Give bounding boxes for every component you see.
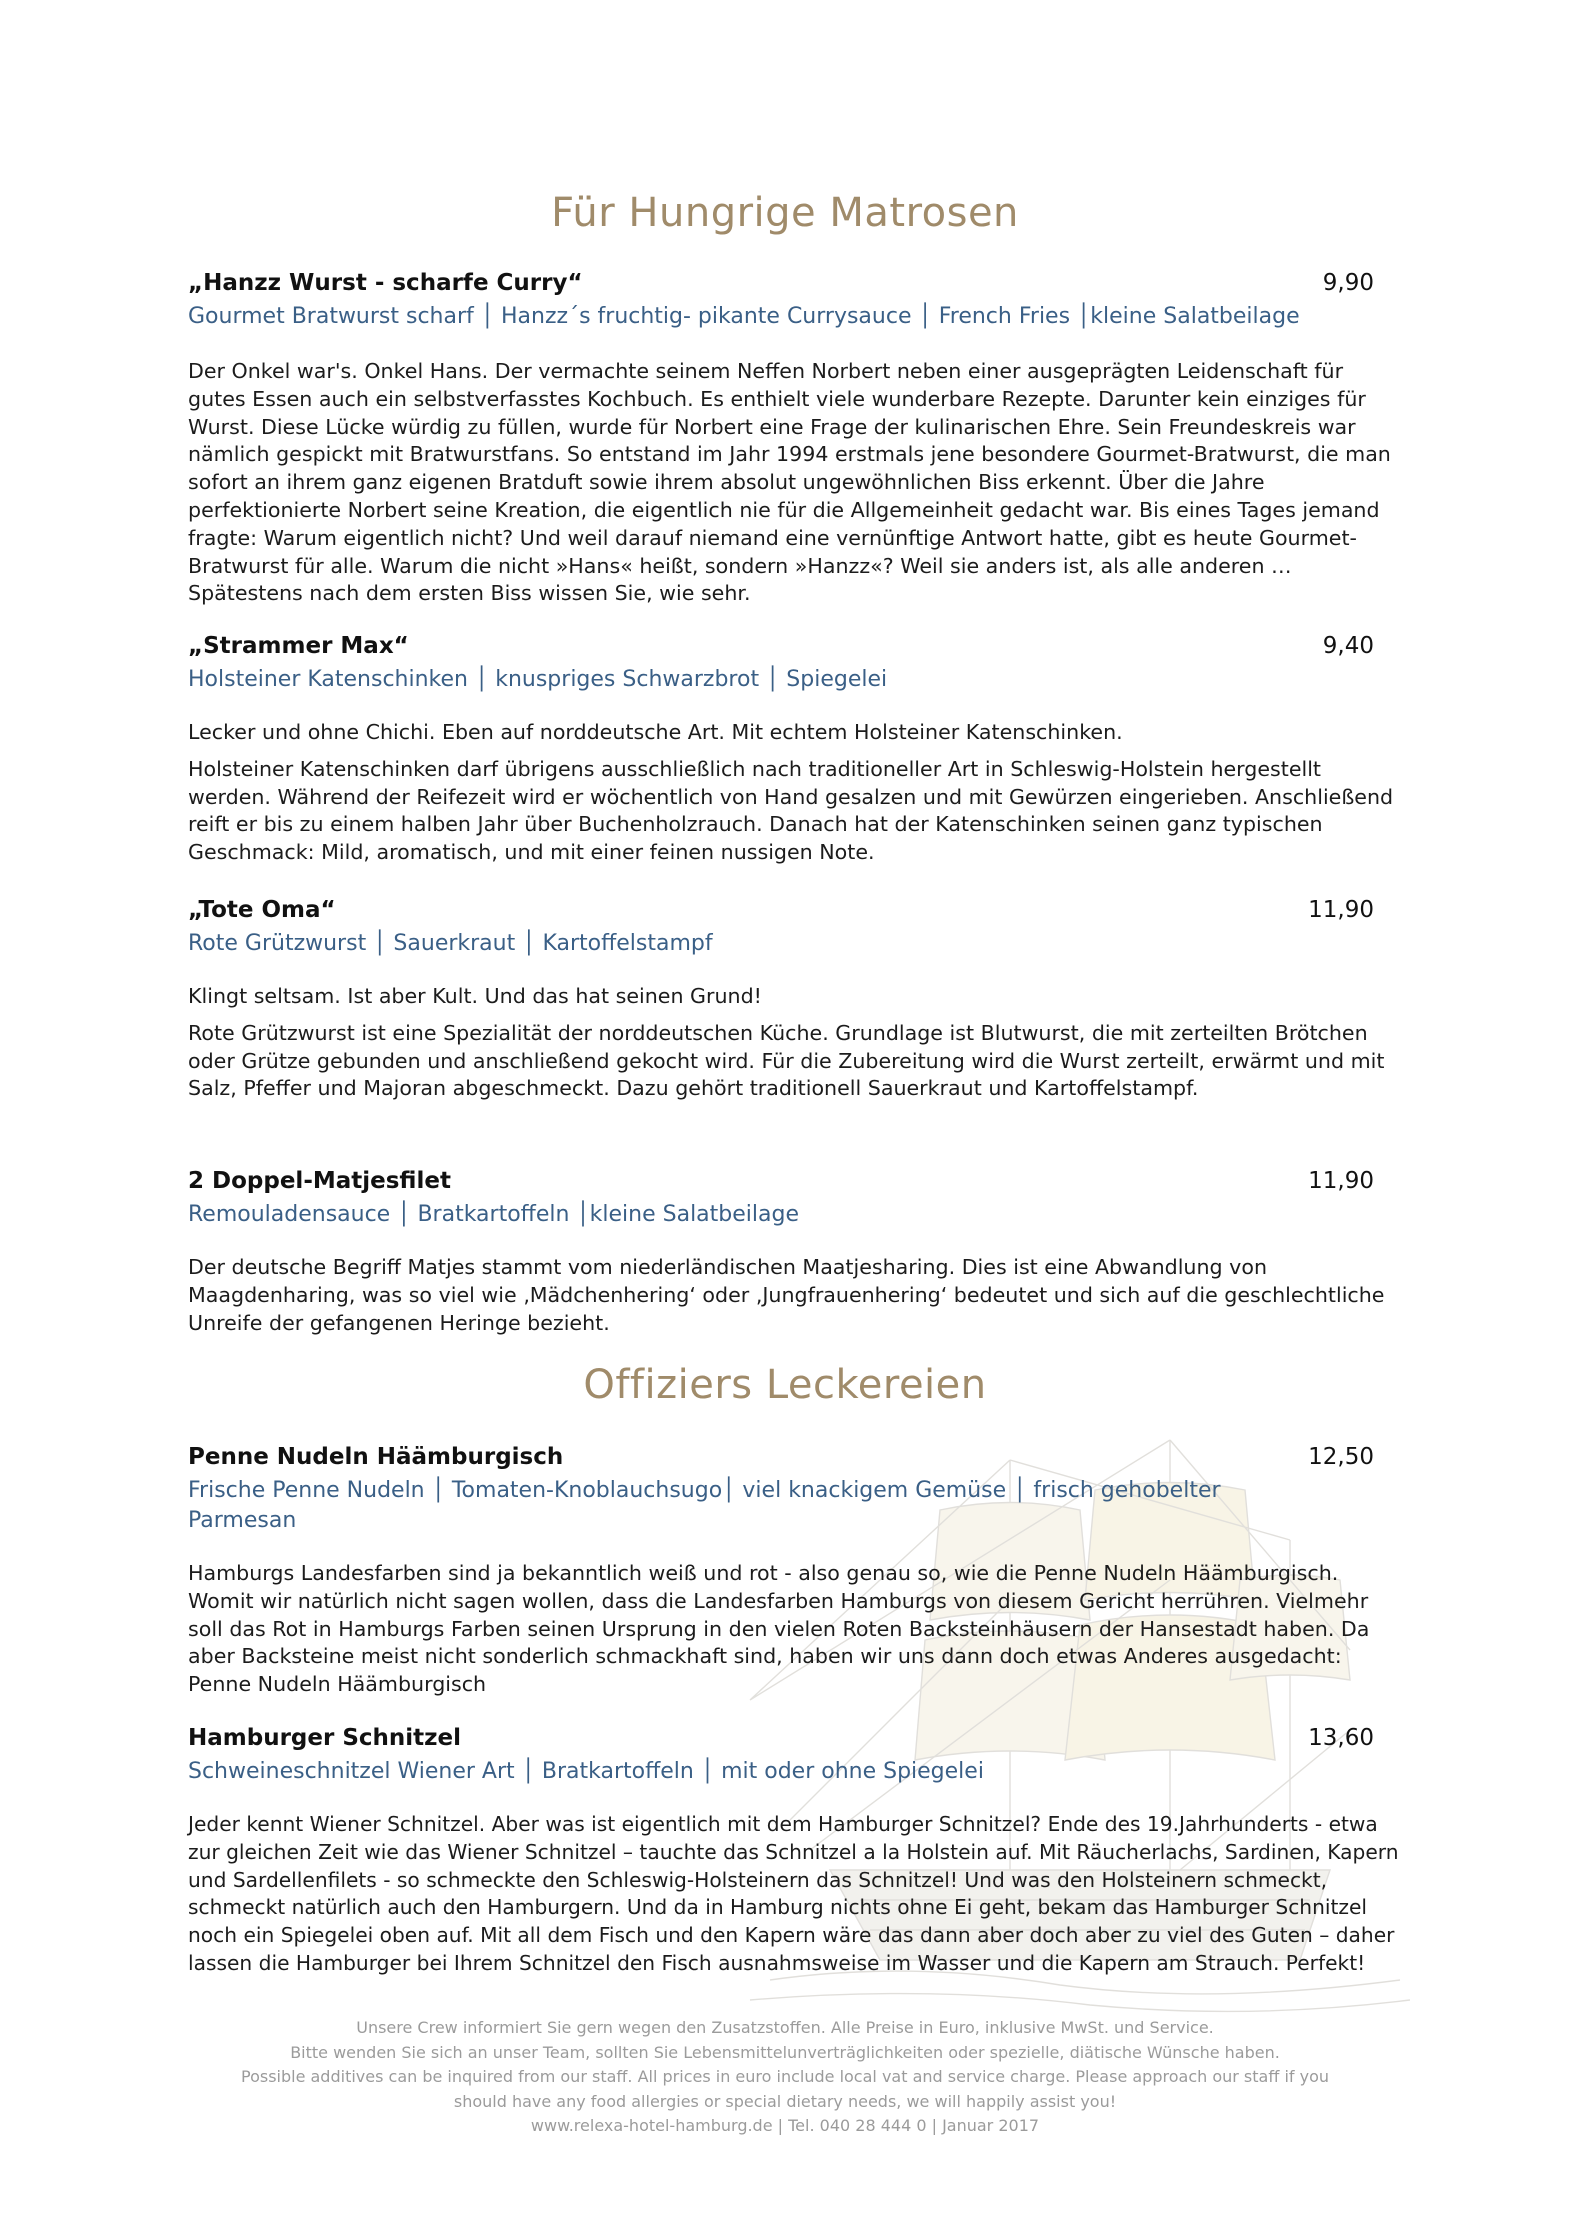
item-price: 9,40 — [1322, 633, 1374, 659]
item-price: 12,50 — [1308, 1444, 1374, 1470]
menu-item-strammer-max — [188, 633, 1394, 867]
item-price: 11,90 — [1308, 897, 1374, 923]
footer-line: Bitte wenden Sie sich an unser Team, sollten Sie Lebensmittelunverträglichkeiten oder spezielle, diätische Wünsche haben. — [290, 2042, 1280, 2062]
item-story: Rote Grützwurst ist eine Spezialität der norddeutschen Küche. Grundlage ist Blutwurst, die mit zerteilten Brötchen oder Grütze gebunden und anschließend gekocht wird. Für die Zubereitung wird die Wurst zerteilt, erwärmt und mit Salz, Pfeffer und Majoran abgeschmeckt. Dazu gehört traditionell Sauerkraut und Kartoffelstampf. — [188, 1020, 1385, 1101]
item-story: Klingt seltsam. Ist aber Kult. Und das hat seinen Grund! — [188, 984, 762, 1008]
footer-line: Possible additives can be inquired from our staff. All prices in euro include local vat and service charge. Please approach our staff if you — [240, 2067, 1330, 2086]
item-description: Frische Penne Nudeln │ Tomaten-Knoblauchsugo│ viel knackigem Gemüse │ frisch gehobelter Parmesan — [188, 1478, 1221, 1533]
item-story: Lecker und ohne Chichi. Eben auf norddeutsche Art. Mit echtem Holsteiner Katenschinken. — [188, 720, 1123, 744]
footer-line: should have any food allergies or special dietary needs, we will happily assist you! — [453, 2091, 1117, 2111]
item-price: 11,90 — [1308, 1168, 1374, 1194]
footer-contact: www.relexa-hotel-hamburg.de | Tel. 040 28 444 0 | Januar 2017 — [530, 2116, 1040, 2135]
item-name: Hamburger Schnitzel — [188, 1725, 462, 1751]
item-story: Der deutsche Begriff Matjes stammt vom niederländischen Maatjesharing. Dies ist eine Abwandlung von Maagdenharing, was so viel wie ‚Mädchenhering‘ oder ‚Jungfrauenhering‘ bedeutet und sich auf die geschlechtliche Unreife der gefangenen Heringe bezieht. — [188, 1255, 1385, 1335]
item-story: Holsteiner Katenschinken darf übrigens ausschließlich nach traditioneller Art in Schleswig-Holstein hergestellt werden. Während der Reifezeit wird er wöchentlich von Hand gesalzen und mit Gewürzen eingerieben. Anschließend reift er bis zu einem halben Jahr über Buchenholzrauch. Danach hat der Katenschinken seinen ganz typischen Geschmack: Mild, aromatisch, und mit einer feinen nussigen Note. — [188, 756, 1394, 865]
footer-notes — [0, 2016, 1570, 2139]
item-story: Jeder kennt Wiener Schnitzel. Aber was ist eigentlich mit dem Hamburger Schnitzel? Ende des 19.Jahrhunderts - etwa zur gleichen Zeit wie das Wiener Schnitzel – tauchte das Schnitzel a la Holstein auf. Mit Räucherlachs, Sardinen, Kapern und Sardellenfilets - so schmeckte den Schleswig-Holsteinern das Schnitzel! Und was den Holsteinern schmeckt, schmeckt natürlich auch den Hamburgern. Und da in Hamburg nichts ohne Ei geht, bekam das Hamburger Schnitzel noch ein Spiegelei oben auf. Mit all dem Fisch und den Kapern wäre das dann aber doch aber zu viel des Guten – daher lassen die Hamburger bei Ihrem Schnitzel den Fisch ausnahmsweise im Wasser und die Kapern am Strauch. Perfekt! — [188, 1812, 1399, 1975]
item-name: „Strammer Max“ — [188, 633, 409, 659]
item-name: 2 Doppel-Matjesfilet — [188, 1168, 451, 1194]
item-description: Schweineschnitzel Wiener Art │ Bratkartoffeln │ mit oder ohne Spiegelei — [188, 1759, 984, 1784]
item-description: Remouladensauce │ Bratkartoffeln │kleine Salatbeilage — [188, 1202, 799, 1227]
section-title-matrosen: Für Hungrige Matrosen — [551, 190, 1019, 236]
item-name: „Tote Oma“ — [188, 897, 336, 923]
item-name: Penne Nudeln Häämburgisch — [188, 1444, 564, 1470]
menu-item-penne — [188, 1444, 1388, 1699]
menu-item-hamburger-schnitzel — [188, 1725, 1399, 1978]
item-story: Der Onkel war's. Onkel Hans. Der vermachte seinem Neffen Norbert neben einer ausgeprägten Leidenschaft für gutes Essen auch ein selbstverfasstes Kochbuch. Es enthielt viele wunderbare Rezepte. Darunter kein einziges für Wurst. Diese Lücke würdig zu füllen, wurde für Norbert eine Frage der kulinarischen Ehre. Sein Freundeskreis war nämlich gespickt mit Bratwurstfans. So entstand im Jahr 1994 erstmals jene besondere Gourmet-Bratwurst, die man sofort an ihrem ganz eigenen Bratduft sowie ihrem absolut ungewöhnlichen Biss erkennt. Über die Jahre perfektionierte Norbert seine Kreation, die eigentlich nie für die Allgemeinheit gedacht war. Bis eines Tages jemand fragte: Warum eigentlich nicht? Und weil darauf niemand eine vernünftige Antwort hatte, gibt es heute Gourmet-Bratwurst für alle. Warum die nicht »Hans« heißt, sondern »Hanzz«? Weil sie anders ist, als alle anderen … Spätestens nach dem ersten Biss wissen Sie, wie sehr. — [188, 359, 1391, 606]
footer-line: Unsere Crew informiert Sie gern wegen den Zusatzstoffen. Alle Preise in Euro, inklusive MwSt. und Service. — [356, 2018, 1214, 2037]
item-description: Holsteiner Katenschinken │ knuspriges Schwarzbrot │ Spiegelei — [188, 667, 888, 692]
item-description: Rote Grützwurst │ Sauerkraut │ Kartoffelstampf — [188, 931, 713, 956]
menu-item-matjesfilet — [188, 1168, 1388, 1337]
item-price: 9,90 — [1322, 270, 1374, 296]
menu-item-tote-oma — [188, 897, 1388, 1103]
section-title-offiziers: Offiziers Leckereien — [583, 1362, 987, 1408]
item-name: „Hanzz Wurst - scharfe Curry“ — [188, 270, 583, 296]
item-story: Hamburgs Landesfarben sind ja bekanntlich weiß und rot - also genau so, wie die Penne Nudeln Häämburgisch. Womit wir natürlich nicht sagen wollen, dass die Landesfarben Hamburgs von diesem Gericht herrühren. Vielmehr soll das Rot in Hamburgs Farben seinen Ursprung in den vielen Roten Backsteinhäusern der Hansestadt haben. Da aber Backsteine meist nicht sonderlich schmackhaft sind, haben wir uns dann doch etwas Anderes ausgedacht: Penne Nudeln Häämburgisch — [188, 1561, 1370, 1697]
item-description: Gourmet Bratwurst scharf │ Hanzz´s fruchtig- pikante Currysauce │ French Fries │kleine Salatbeilage — [188, 304, 1300, 329]
menu-item-hanzz-wurst — [188, 270, 1391, 608]
item-price: 13,60 — [1308, 1725, 1374, 1751]
